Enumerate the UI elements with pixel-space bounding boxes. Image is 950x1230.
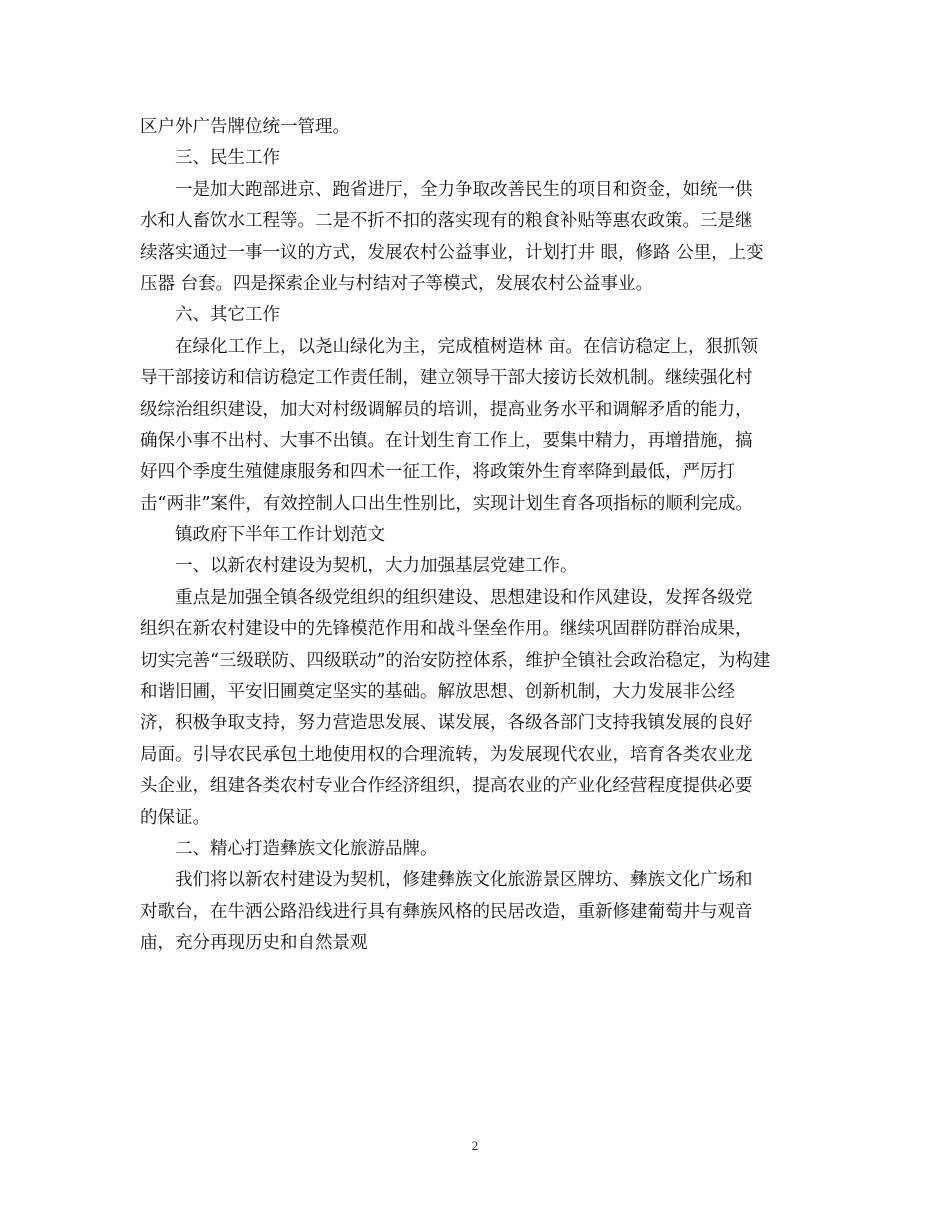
text-line: 在绿化工作上，以尧山绿化为主，完成植树造林 亩。在信访稳定上，狠抓领 xyxy=(175,336,759,357)
text-line: 好四个季度生殖健康服务和四术一征工作，将政策外生育率降到最低，严厉打 xyxy=(140,462,735,483)
text-line: 击“两非”案件，有效控制人口出生性别比，实现计划生育各项指标的顺利完成。 xyxy=(140,493,753,514)
text-line: 头企业，组建各类农村专业合作经济组织，提高农业的产业化经营程度提供必要 xyxy=(140,776,753,797)
text-line: 确保小事不出村、大事不出镇。在计划生育工作上，要集中精力，再增措施，搞 xyxy=(140,430,753,451)
text-line: 我们将以新农村建设为契机，修建彝族文化旅游景区牌坊、彝族文化广场和 xyxy=(175,870,753,891)
text-line: 压器 台套。四是探索企业与村结对子等模式，发展农村公益事业。 xyxy=(140,273,654,294)
text-line: 二、精心打造彝族文化旅游品牌。 xyxy=(175,838,438,859)
text-line: 续落实通过一事一议的方式，发展农村公益事业，计划打井 眼，修路 公里，上变 xyxy=(140,242,764,263)
text-line: 切实完善“三级联防、四级联动”的治安防控体系，维护全镇社会政治稳定，为构建 xyxy=(140,650,771,671)
text-line: 导干部接访和信访稳定工作责任制，建立领导干部大接访长效机制。继续强化村 xyxy=(140,368,753,389)
text-line: 区户外广告牌位统一管理。 xyxy=(140,117,350,137)
text-line: 济，积极争取支持，努力营造思发展、谋发展，各级各部门支持我镇发展的良好 xyxy=(140,713,753,734)
text-line: 镇政府下半年工作计划范文 xyxy=(175,525,385,546)
page-number: 2 xyxy=(471,1138,479,1153)
text-line: 组织在新农村建设中的先锋模范作用和战斗堡垒作用。继续巩固群防群治成果， xyxy=(140,619,753,640)
text-line: 级综治组织建设，加大对村级调解员的培训，提高业务水平和调解矛盾的能力， xyxy=(140,399,753,420)
text-line: 庙，充分再现历史和自然景观 xyxy=(140,933,368,954)
text-line: 一、以新农村建设为契机，大力加强基层党建工作。 xyxy=(175,556,578,577)
text-line: 三、民生工作 xyxy=(175,148,280,169)
text-line: 的保证。 xyxy=(140,807,210,828)
document-body xyxy=(140,112,814,960)
text-line: 局面。引导农民承包土地使用权的合理流转，为发展现代农业，培育各类农业龙 xyxy=(140,744,753,765)
text-line: 和谐旧圃，平安旧圃奠定坚实的基础。解放思想、创新机制，大力发展非公经 xyxy=(140,682,735,703)
text-line: 对歌台，在牛洒公路沿线进行具有彝族风格的民居改造，重新修建葡萄井与观音 xyxy=(140,901,753,922)
text-line: 六、其它工作 xyxy=(175,305,280,326)
text-line: 一是加大跑部进京、跑省进厅，全力争取改善民生的项目和资金，如统一供 xyxy=(175,179,753,200)
text-line: 水和人畜饮水工程等。二是不折不扣的落实现有的粮食补贴等惠农政策。三是继 xyxy=(140,211,753,232)
text-line: 重点是加强全镇各级党组织的组织建设、思想建设和作风建设，发挥各级党 xyxy=(175,587,753,608)
